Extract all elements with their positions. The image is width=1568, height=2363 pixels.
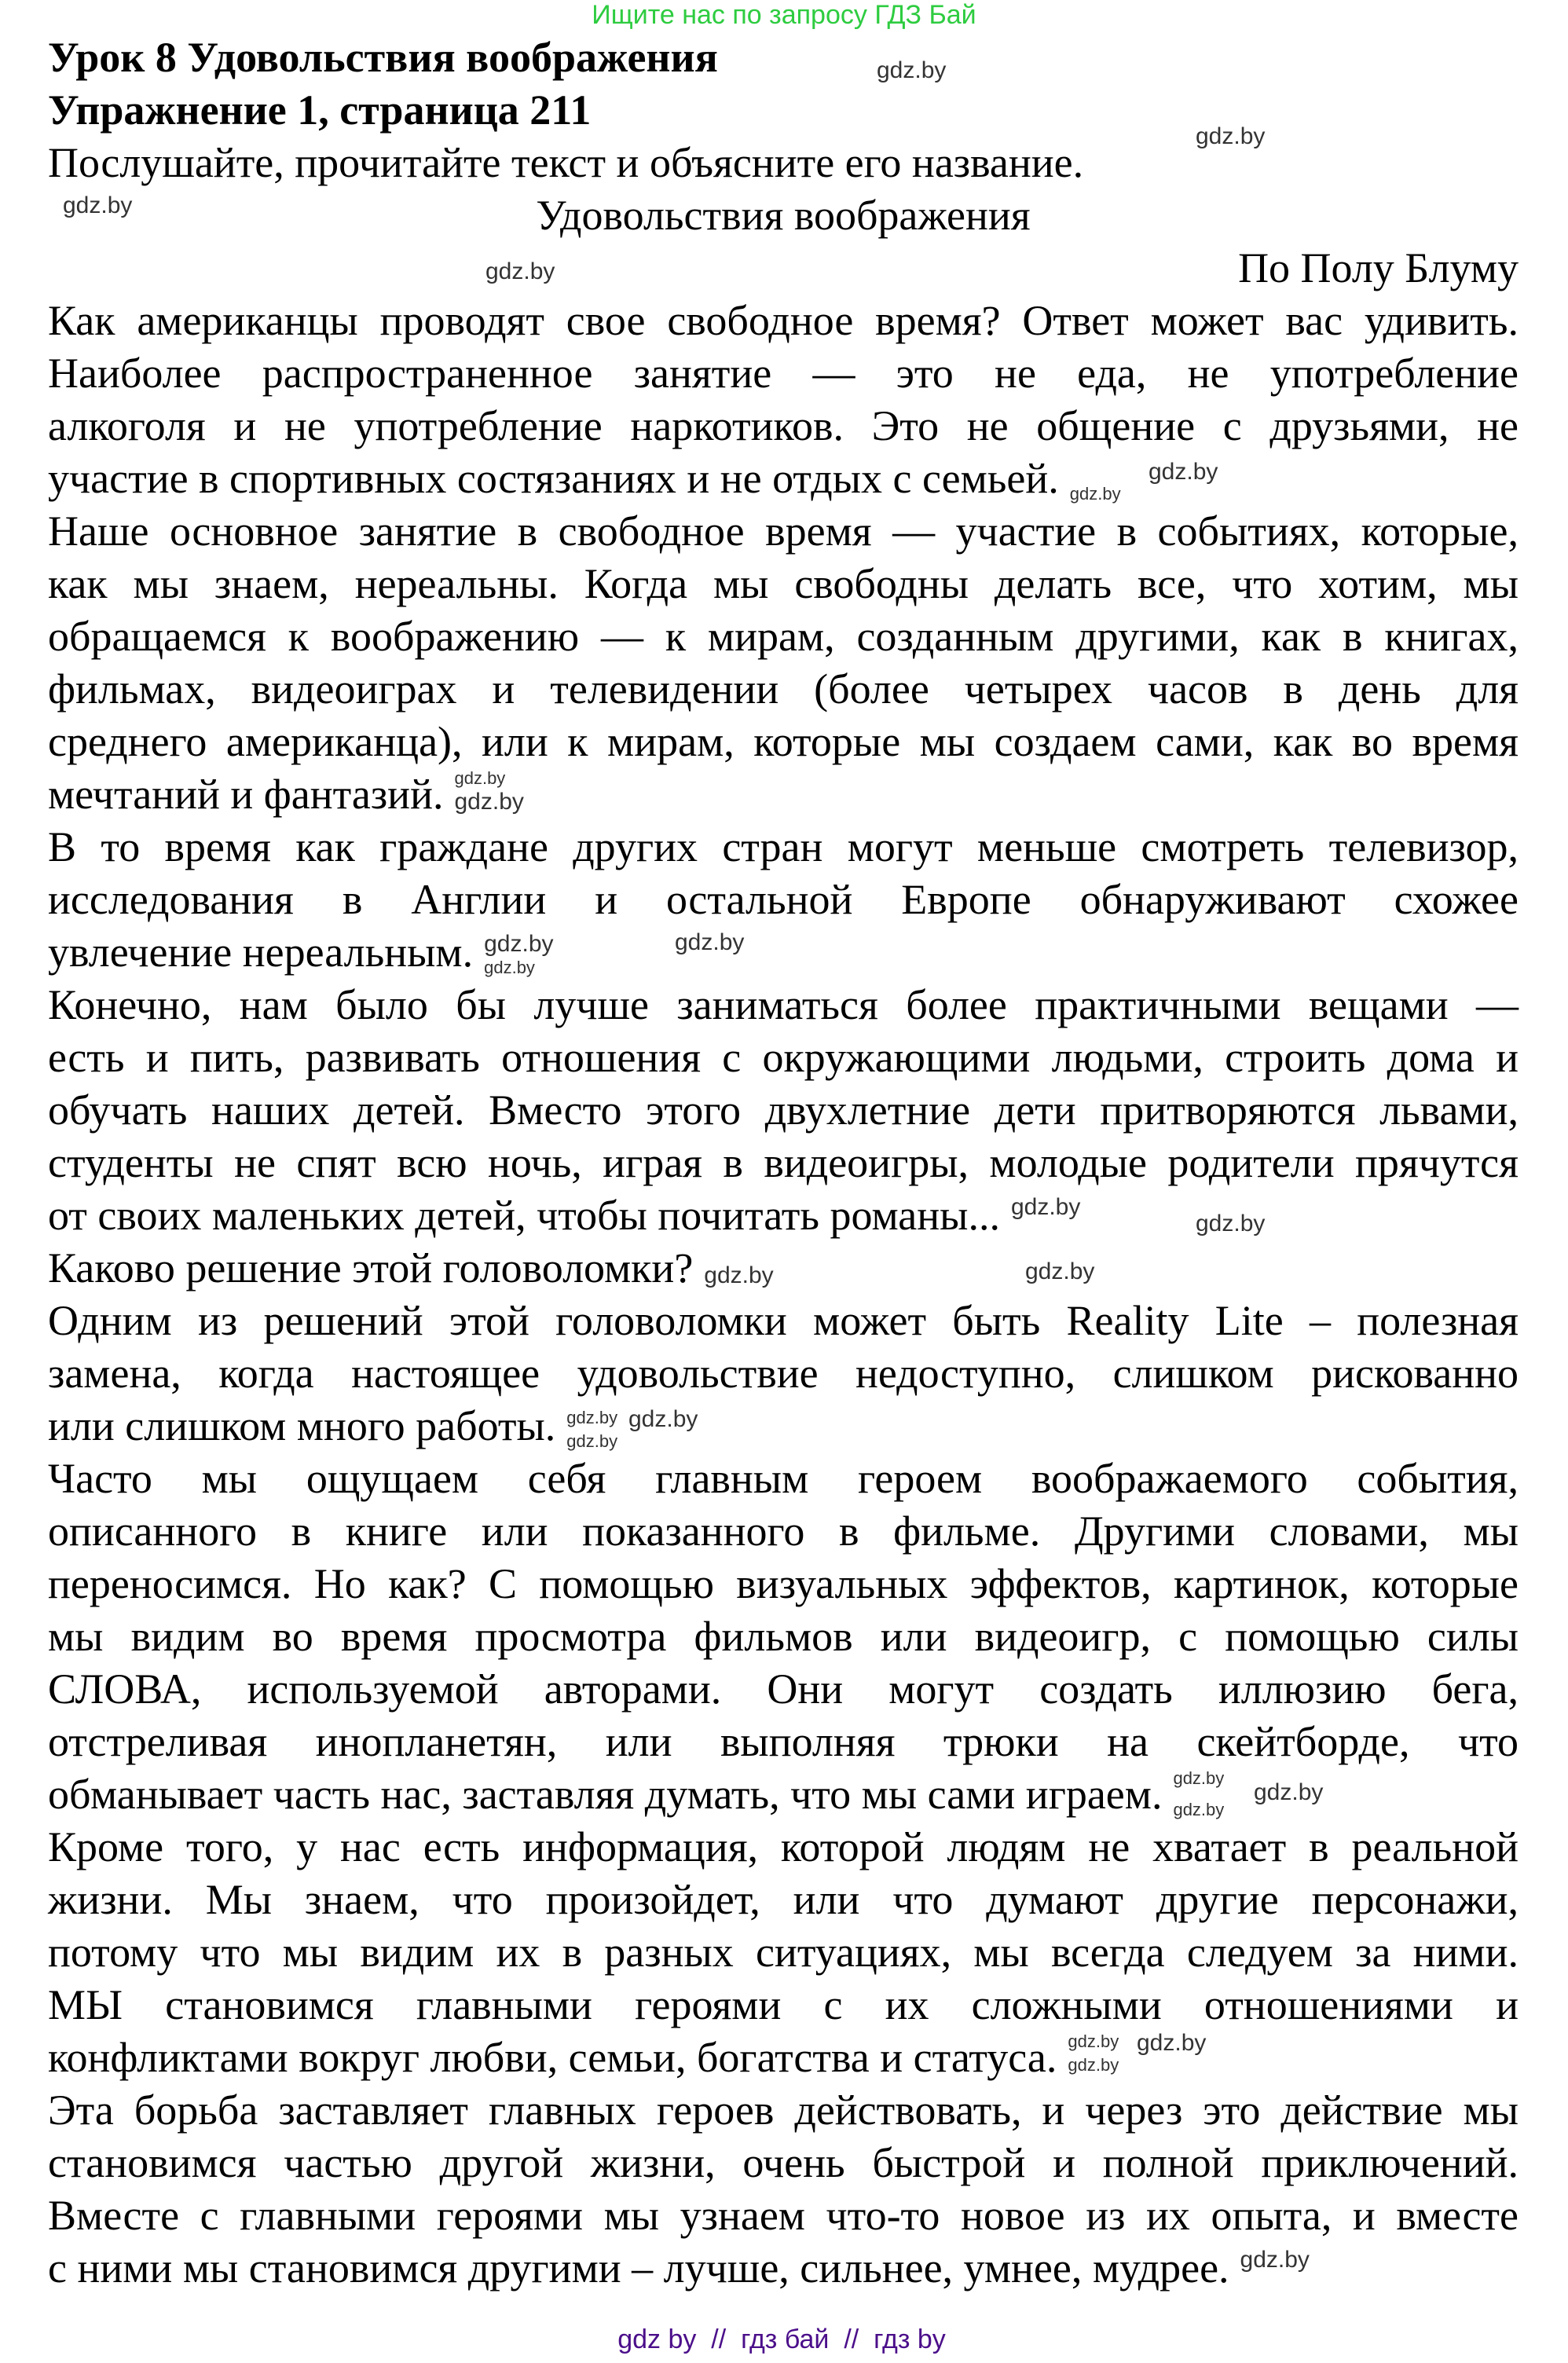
gdz-watermark: gdz.by [1240, 2247, 1310, 2273]
paragraph-line [48, 874, 1519, 926]
paragraph-line [48, 1400, 1519, 1453]
paragraph-line [48, 2189, 1519, 2242]
line-text: Урок 8 Удовольствия воображения [48, 34, 718, 81]
line-text: мечтаний и фантазий. [48, 771, 444, 818]
line-text: участие в спортивных состязаниях и не отдых с семьей. [48, 455, 1059, 502]
line-text: студенты не спят всю ночь, играя в видеоигры, молодые родители прячутся [48, 1139, 1519, 1186]
paragraph-line [48, 2084, 1519, 2137]
paragraph-line [48, 558, 1519, 610]
paragraph-line [48, 1979, 1519, 2031]
paragraph-line [48, 452, 1519, 505]
gdz-watermark: gdz.by [1149, 459, 1218, 485]
line-text: Каково решение этой головоломки? [48, 1244, 694, 1291]
text-title [48, 189, 1519, 242]
line-text: СЛОВА, используемой авторами. Они могут создать иллюзию бега, [48, 1665, 1519, 1713]
line-text: обращаемся к воображению — к мирам, созданным другими, как в книгах, [48, 613, 1519, 660]
paragraph-line [48, 1242, 1519, 1295]
line-text: конфликтами вокруг любви, семьи, богатства и статуса. [48, 2034, 1057, 2081]
gdz-watermark: gdz.by [704, 1262, 774, 1288]
line-text: переносимся. Но как? С помощью визуальных эффектов, картинок, которые [48, 1560, 1519, 1607]
line-text: Наше основное занятие в свободное время — участие в событиях, которые, [48, 507, 1519, 555]
gdz-watermark: gdz.by [1254, 1779, 1324, 1805]
line-text: мы видим во время просмотра фильмов или видеоигр, с помощью силы [48, 1613, 1519, 1660]
gdz-watermark: gdz.by [1025, 1258, 1095, 1284]
line-text: Упражнение 1, страница 211 [48, 86, 592, 134]
paragraph-line [48, 610, 1519, 663]
paragraph-line [48, 1347, 1519, 1400]
paragraph-line [48, 1453, 1519, 1505]
line-text: исследования в Англии и остальной Европе обнаруживают схожее [48, 876, 1519, 923]
paragraph-line [48, 1926, 1519, 1979]
line-text: жизни. Мы знаем, что произойдет, или что думают другие персонажи, [48, 1876, 1519, 1923]
line-text: или слишком много работы. [48, 1402, 556, 1449]
paragraph-line [48, 1031, 1519, 1084]
paragraph-line [48, 2031, 1519, 2084]
line-text: отстреливая инопланетян, или выполняя трюки на скейтборде, что [48, 1718, 1519, 1765]
line-text: Одним из решений этой головоломки может быть Reality Lite – полезная [48, 1297, 1519, 1344]
paragraph-line [48, 505, 1519, 558]
paragraph-line [48, 663, 1519, 716]
paragraph-line [48, 1821, 1519, 1874]
line-text: фильмах, видеоиграх и телевидении (более четырех часов в день для [48, 665, 1519, 713]
line-text: алкоголя и не употребление наркотиков. Это не общение с друзьями, не [48, 402, 1519, 449]
gdz-watermark: gdz.by [1069, 484, 1121, 504]
footer-watermark: gdz by // гдз бай // гдз by [617, 2325, 946, 2354]
paragraph-line [48, 1505, 1519, 1558]
line-text: как мы знаем, нереальны. Когда мы свободны делать все, что хотим, мы [48, 560, 1519, 607]
lesson-title [48, 31, 1519, 84]
paragraph-line [48, 1189, 1519, 1242]
line-text: Как американцы проводят свое свободное время? Ответ может вас удивить. [48, 297, 1519, 344]
gdz-watermark: gdz.by [1010, 1194, 1081, 1220]
paragraph-line [48, 295, 1519, 347]
paragraph-line [48, 768, 1519, 821]
line-text: есть и пить, развивать отношения с окружающими людьми, строить дома и [48, 1034, 1519, 1081]
paragraph-line [48, 2137, 1519, 2189]
line-text: Послушайте, прочитайте текст и объясните его название. [48, 139, 1084, 186]
line-text: Кроме того, у нас есть информация, которой людям не хватает в реальной [48, 1823, 1519, 1870]
paragraph-line [48, 1137, 1519, 1189]
task-text [48, 137, 1519, 189]
line-text: Наиболее распространенное занятие — это не еда, не употребление [48, 350, 1519, 397]
line-text: В то время как граждане других стран могут меньше смотреть телевизор, [48, 823, 1519, 870]
line-text: с ними мы становимся другими – лучше, сильнее, умнее, мудрее. [48, 2244, 1229, 2292]
paragraph-line [48, 926, 1519, 979]
paragraph-line [48, 400, 1519, 452]
line-text: МЫ становимся главными героями с их сложными отношениями и [48, 1981, 1519, 2028]
exercise-title [48, 84, 1519, 137]
paragraph-line [48, 716, 1519, 768]
paragraphs [48, 295, 1519, 2295]
author-line [48, 242, 1519, 295]
paragraph-line [48, 821, 1519, 874]
line-text: среднего американца), или к мирам, которые мы создаем сами, как во время [48, 718, 1519, 765]
paragraph-line [48, 1874, 1519, 1926]
line-text: от своих маленьких детей, чтобы почитать романы... [48, 1192, 1000, 1239]
gdz-watermark: gdz.by [485, 258, 555, 284]
gdz-watermark: gdz.by [566, 1408, 618, 1427]
paragraph-line [48, 1084, 1519, 1137]
line-text: потому что мы видим их в разных ситуациях, мы всегда следуем за ними. [48, 1929, 1519, 1976]
line-text: Конечно, нам было бы лучше заниматься более практичными вещами — [48, 981, 1519, 1028]
gdz-watermark: gdz.by [454, 768, 506, 788]
document-body [48, 31, 1519, 2295]
line-text: Эта борьба заставляет главных героев действовать, и через это действие мы [48, 2086, 1519, 2134]
line-text: Удовольствия воображения [536, 192, 1031, 239]
paragraph-line [48, 347, 1519, 400]
gdz-watermark: gdz.by [1068, 2055, 1119, 2075]
line-text: Вместе с главными героями мы узнаем что-то новое из их опыта, и вместе [48, 2192, 1519, 2239]
search-banner: Ищите нас по запросу ГДЗ Бай [592, 0, 976, 30]
line-text: По Полу Блуму [1238, 244, 1519, 291]
gdz-watermark: gdz.by [484, 931, 554, 957]
gdz-watermark: gdz.by [1068, 2031, 1119, 2051]
gdz-watermark: gdz.by [566, 1431, 618, 1451]
gdz-watermark: gdz.by [1196, 1211, 1266, 1236]
gdz-watermark: gdz.by [628, 1406, 698, 1432]
paragraph-line [48, 1663, 1519, 1716]
gdz-watermark: gdz.by [675, 929, 745, 955]
line-text: замена, когда настоящее удовольствие недоступно, слишком рискованно [48, 1350, 1519, 1397]
gdz-watermark: gdz.by [484, 958, 535, 977]
gdz-watermark: gdz.by [454, 789, 524, 815]
paragraph-line [48, 1610, 1519, 1663]
gdz-watermark: gdz.by [1173, 1800, 1225, 1819]
line-text: описанного в книге или показанного в фильме. Другими словами, мы [48, 1508, 1519, 1555]
line-text: обманывает часть нас, заставляя думать, что мы сами играем. [48, 1771, 1163, 1818]
gdz-watermark: gdz.by [1137, 2030, 1207, 2056]
line-text: увлечение нереальным. [48, 929, 474, 976]
paragraph-line [48, 979, 1519, 1031]
line-text: становимся частью другой жизни, очень быстрой и полной приключений. [48, 2139, 1519, 2186]
gdz-watermark: gdz.by [1196, 123, 1266, 149]
paragraph-line [48, 1558, 1519, 1610]
gdz-watermark: gdz.by [63, 192, 133, 218]
line-text: обучать наших детей. Вместо этого двухлетние дети притворяются львами, [48, 1086, 1519, 1134]
gdz-watermark: gdz.by [1173, 1768, 1225, 1788]
gdz-watermark: gdz.by [877, 57, 947, 83]
paragraph-line [48, 1716, 1519, 1768]
paragraph-line [48, 1295, 1519, 1347]
line-text: Часто мы ощущаем себя главным героем воображаемого события, [48, 1455, 1519, 1502]
